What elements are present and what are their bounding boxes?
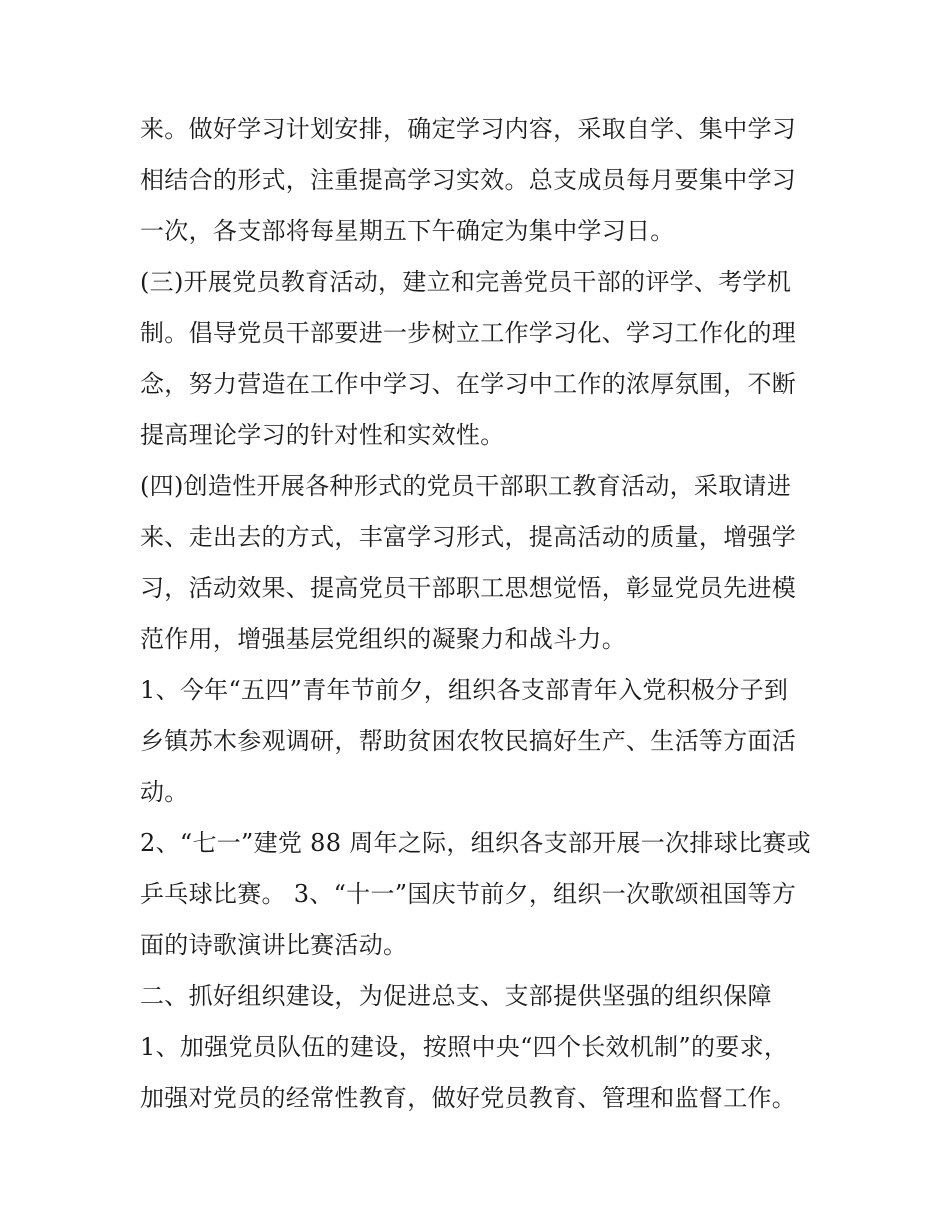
text-line: (三)开展党员教育活动，建立和完善党员干部的评学、考学机	[140, 268, 792, 296]
text-line: 1、今年“五四”青年节前夕，组织各支部青年入党积极分子到	[140, 676, 789, 704]
text-line: 加强对党员的经常性教育，做好党员教育、管理和监督工作。	[140, 1084, 797, 1112]
text-line: 一次，各支部将每星期五下午确定为集中学习日。	[140, 217, 675, 245]
text-line: 提高理论学习的针对性和实效性。	[140, 421, 505, 449]
text-line: 1、加强党员队伍的建设，按照中央“四个长效机制”的要求，	[140, 1033, 789, 1061]
text-line: 面的诗歌演讲比赛活动。	[140, 931, 408, 959]
text-line: 范作用，增强基层党组织的凝聚力和战斗力。	[140, 625, 626, 653]
text-line: 习，活动效果、提高党员干部职工思想觉悟，彰显党员先进模	[140, 574, 797, 602]
text-line: 2、“七一”建党 88 周年之际，组织各支部开展一次排球比赛或	[140, 829, 811, 857]
text-line: 制。倡导党员干部要进一步树立工作学习化、学习工作化的理	[140, 319, 797, 347]
text-line: 来、走出去的方式，丰富学习形式，提高活动的质量，增强学	[140, 523, 797, 551]
text-line: 动。	[140, 778, 189, 806]
text-line: 念，努力营造在工作中学习、在学习中工作的浓厚氛围，不断	[140, 370, 797, 398]
text-line: 来。做好学习计划安排，确定学习内容，采取自学、集中学习	[140, 115, 797, 143]
text-line: (四)创造性开展各种形式的党员干部职工教育活动，采取请进	[140, 472, 792, 500]
section-heading: 二、抓好组织建设，为促进总支、支部提供坚强的组织保障	[140, 982, 772, 1010]
text-line: 相结合的形式，注重提高学习实效。总支成员每月要集中学习	[140, 166, 797, 194]
text-line: 乒乓球比赛。 3、“十一”国庆节前夕，组织一次歌颂祖国等方	[140, 880, 797, 908]
text-line: 乡镇苏木参观调研，帮助贫困农牧民搞好生产、生活等方面活	[140, 727, 797, 755]
